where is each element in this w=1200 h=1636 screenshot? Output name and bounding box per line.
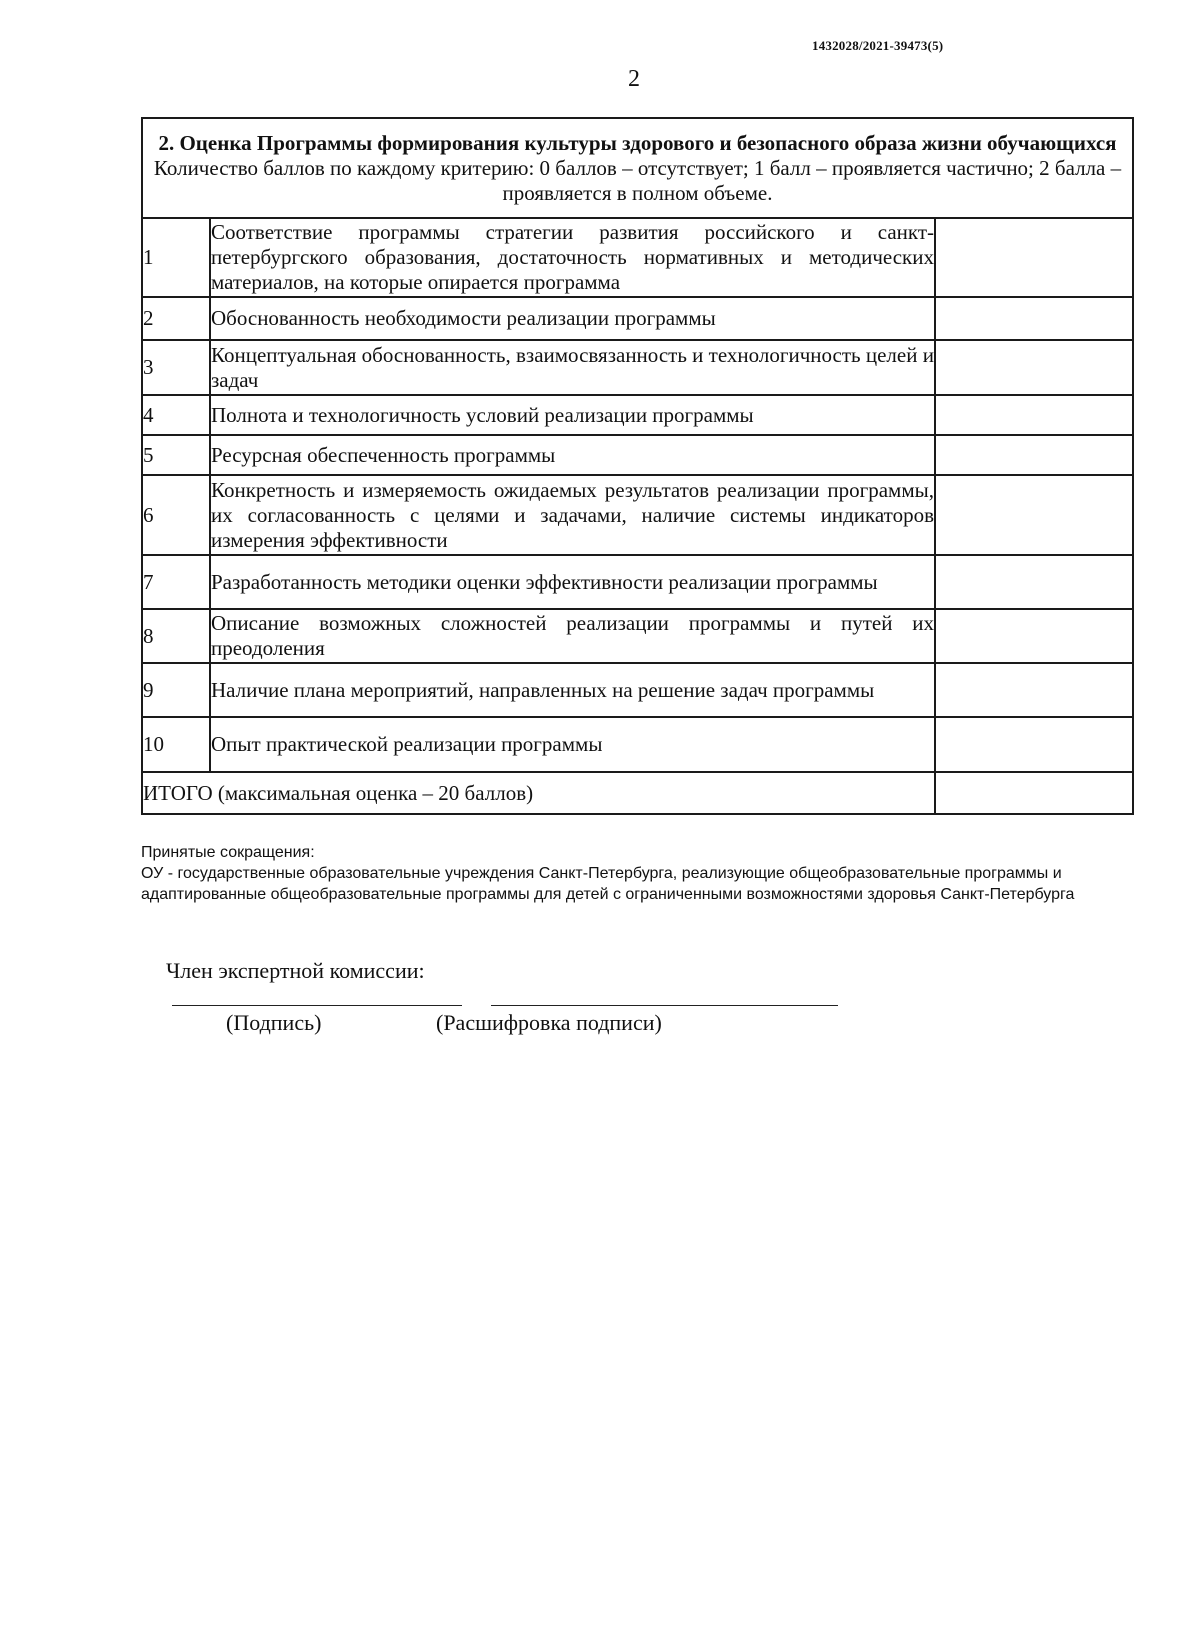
row-number: 3 xyxy=(142,340,210,395)
criterion-text: Конкретность и измеряемость ожидаемых результатов реализации программы, их согласованность с целями и задачами, наличие системы индикаторов измерения эффективности xyxy=(210,475,935,555)
criterion-text: Соответствие программы стратегии развития российского и санкт-петербургского образования, достаточность нормативных и методических материалов, на которые опирается программа xyxy=(210,218,935,297)
row-number: 4 xyxy=(142,395,210,435)
total-label: ИТОГО (максимальная оценка – 20 баллов) xyxy=(142,772,935,814)
criterion-text: Ресурсная обеспеченность программы xyxy=(210,435,935,475)
signature-block xyxy=(166,958,886,1078)
document-number: 1432028/2021-39473(5) xyxy=(812,38,944,53)
evaluation-table xyxy=(141,117,1134,815)
table-row xyxy=(142,340,1133,395)
total-score-cell[interactable] xyxy=(935,772,1133,814)
criterion-text: Обоснованность необходимости реализации программы xyxy=(210,297,935,340)
criterion-text: Полнота и технологичность условий реализации программы xyxy=(210,395,935,435)
row-number: 1 xyxy=(142,218,210,297)
table-row xyxy=(142,395,1133,435)
score-cell[interactable] xyxy=(935,609,1133,663)
abbreviations-note xyxy=(141,842,1141,905)
total-row xyxy=(142,772,1133,814)
table-row xyxy=(142,218,1133,297)
score-cell[interactable] xyxy=(935,218,1133,297)
signature-caption: (Подпись) xyxy=(226,1010,322,1035)
row-number: 7 xyxy=(142,555,210,609)
commission-member-label: Член экспертной комиссии: xyxy=(166,958,425,983)
row-number: 2 xyxy=(142,297,210,340)
criterion-text: Разработанность методики оценки эффективности реализации программы xyxy=(210,555,935,609)
score-cell[interactable] xyxy=(935,555,1133,609)
row-number: 10 xyxy=(142,717,210,772)
table-row xyxy=(142,663,1133,717)
criterion-text: Опыт практической реализации программы xyxy=(210,717,935,772)
table-header xyxy=(142,118,1133,218)
score-cell[interactable] xyxy=(935,717,1133,772)
page-number: 2 xyxy=(628,66,640,92)
score-cell[interactable] xyxy=(935,340,1133,395)
table-header-row xyxy=(142,118,1133,218)
section-title: 2. Оценка Программы формирования культуры здорового и безопасного образа жизни обучающихся xyxy=(158,130,1117,155)
signature-line[interactable] xyxy=(172,1005,462,1006)
abbreviations-heading: Принятые сокращения: xyxy=(141,844,315,861)
criterion-text: Наличие плана мероприятий, направленных на решение задач программы xyxy=(210,663,935,717)
row-number: 6 xyxy=(142,475,210,555)
row-number: 8 xyxy=(142,609,210,663)
score-cell[interactable] xyxy=(935,297,1133,340)
table-row xyxy=(142,555,1133,609)
criterion-text: Концептуальная обоснованность, взаимосвязанность и технологичность целей и задач xyxy=(210,340,935,395)
score-cell[interactable] xyxy=(935,395,1133,435)
abbreviations-text: ОУ - государственные образовательные учреждения Санкт-Петербурга, реализующие общеобразовательные программы и адаптированные общеобразовательные программы для детей с ограниченными возможностями здоровья Санкт-Петербурга xyxy=(141,865,1075,903)
table-row xyxy=(142,435,1133,475)
row-number: 5 xyxy=(142,435,210,475)
row-number: 9 xyxy=(142,663,210,717)
criterion-text: Описание возможных сложностей реализации программы и путей их преодоления xyxy=(210,609,935,663)
score-cell[interactable] xyxy=(935,475,1133,555)
table-row xyxy=(142,717,1133,772)
table-row xyxy=(142,475,1133,555)
table-row xyxy=(142,297,1133,340)
score-cell[interactable] xyxy=(935,435,1133,475)
table-row xyxy=(142,609,1133,663)
decryption-caption: (Расшифровка подписи) xyxy=(436,1010,662,1035)
scoring-note: Количество баллов по каждому критерию: 0 баллов – отсутствует; 1 балл – проявляется частично; 2 балла – проявляется в полном объеме. xyxy=(153,155,1122,205)
score-cell[interactable] xyxy=(935,663,1133,717)
signature-decryption-line[interactable] xyxy=(491,1005,838,1006)
